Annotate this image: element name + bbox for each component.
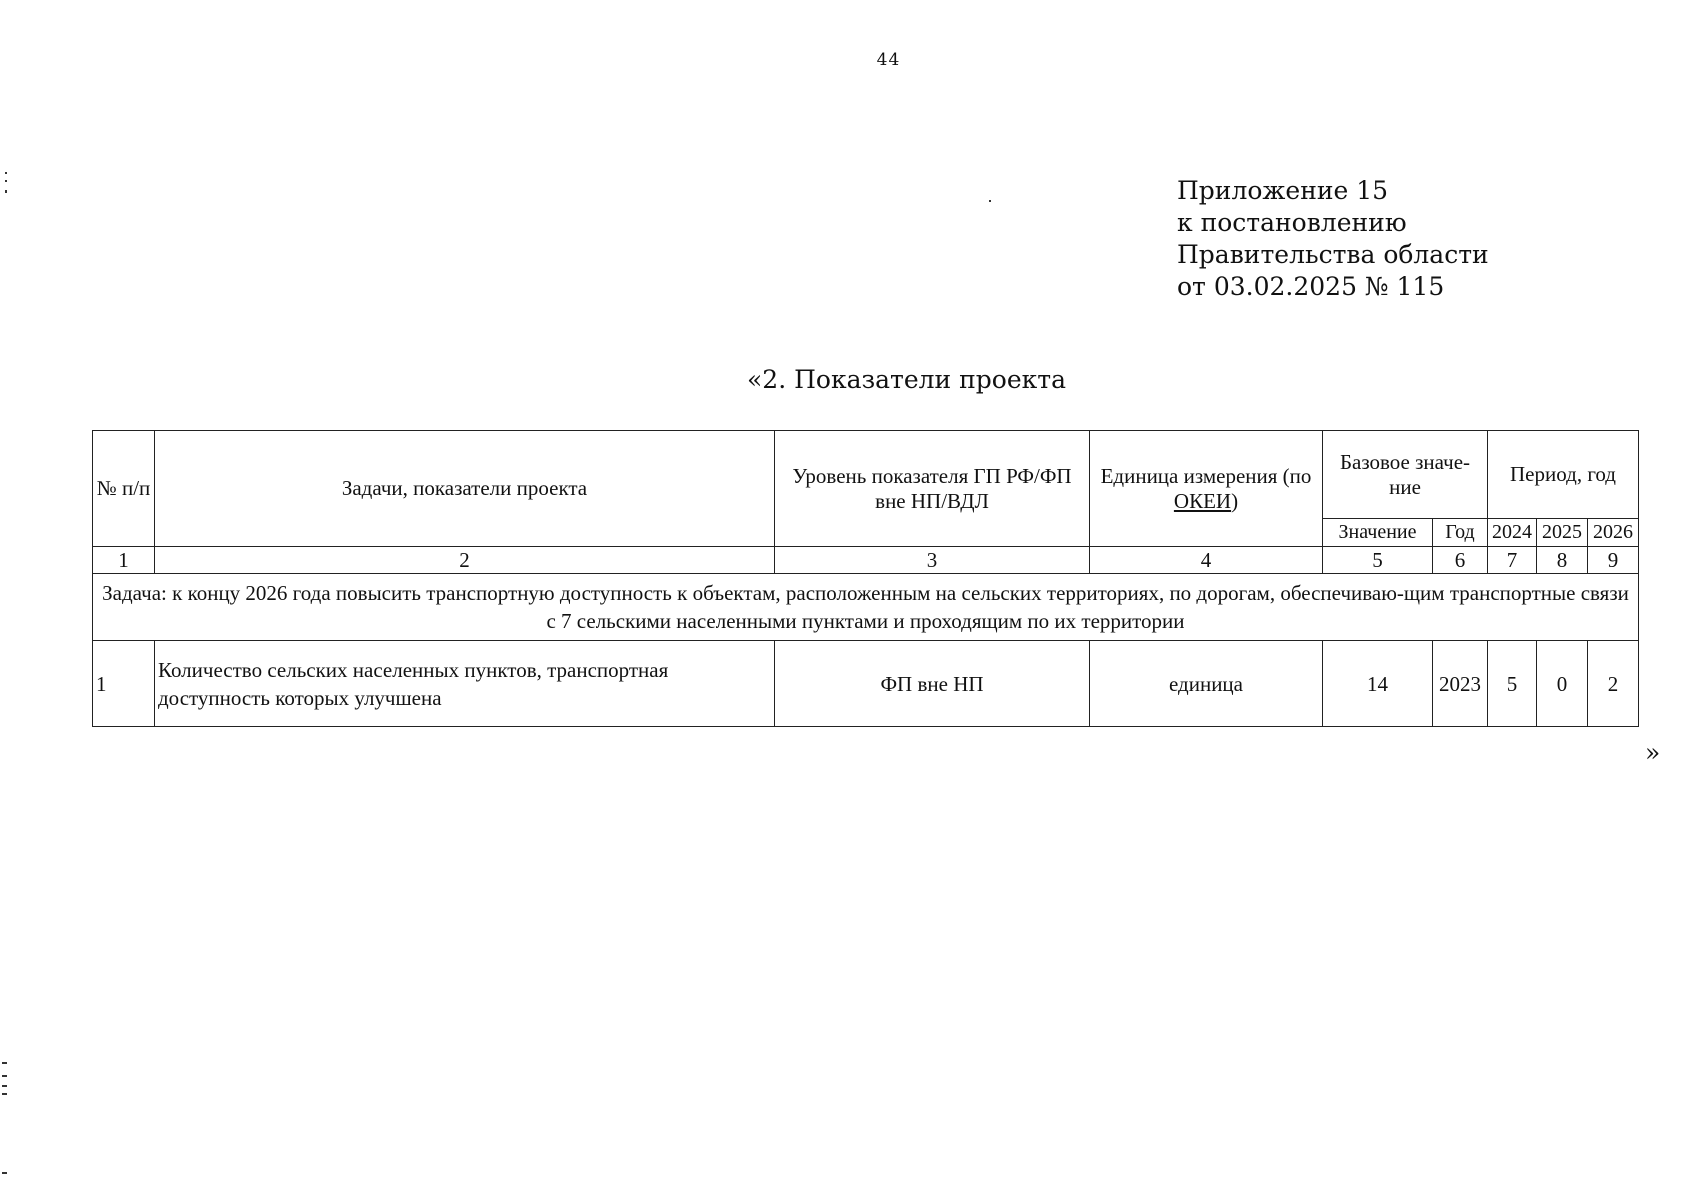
column-number: 9 <box>1588 547 1639 574</box>
column-number: 2 <box>155 547 775 574</box>
scan-mark <box>5 172 7 174</box>
indicators-table <box>92 430 1639 727</box>
scan-mark <box>2 1172 7 1174</box>
closing-quote: » <box>1645 738 1661 767</box>
header-unit-prefix: Единица измерения (по <box>1100 463 1312 488</box>
task-row <box>93 574 1639 641</box>
scan-mark <box>989 200 991 202</box>
scan-mark <box>2 1085 7 1087</box>
scan-mark <box>2 1075 7 1077</box>
row-2025: 0 <box>1537 641 1588 727</box>
header-base-value: Значение <box>1323 519 1433 547</box>
column-number: 1 <box>93 547 155 574</box>
appendix-header <box>1177 175 1489 303</box>
scan-mark <box>2 1093 7 1095</box>
header-2024: 2024 <box>1488 519 1537 547</box>
row-name: Количество сельских населенных пунктов, транспортная доступность которых улучшена <box>155 641 775 727</box>
row-num: 1 <box>93 641 155 727</box>
header-2026: 2026 <box>1588 519 1639 547</box>
column-number: 8 <box>1537 547 1588 574</box>
column-number: 3 <box>775 547 1090 574</box>
header-num: № п/п <box>93 431 155 547</box>
table-row <box>93 641 1639 727</box>
section-title: «2. Показатели проекта <box>747 365 1067 394</box>
header-tasks: Задачи, показатели проекта <box>155 431 775 547</box>
appendix-line: к постановлению <box>1177 208 1407 237</box>
task-text: Задача: к концу 2026 года повысить транспортную доступность к объектам, расположенным на сельских территориях, по дорогам, обеспечиваю-щим транспортные связи с 7 сельскими населенными пунктами и проходящим по их территории <box>93 574 1639 641</box>
row-base-value: 14 <box>1323 641 1433 727</box>
column-number-row <box>93 547 1639 574</box>
header-2025: 2025 <box>1537 519 1588 547</box>
row-base-year: 2023 <box>1433 641 1488 727</box>
header-row <box>93 431 1639 519</box>
scan-mark <box>5 190 7 193</box>
column-number: 4 <box>1090 547 1323 574</box>
row-2026: 2 <box>1588 641 1639 727</box>
header-level: Уровень показателя ГП РФ/ФП вне НП/ВДЛ <box>775 431 1090 547</box>
column-number: 5 <box>1323 547 1433 574</box>
okei-link: ОКЕИ <box>1173 488 1232 513</box>
header-unit <box>1090 431 1323 547</box>
row-2024: 5 <box>1488 641 1537 727</box>
row-level: ФП вне НП <box>775 641 1090 727</box>
header-base: Базовое значе-ние <box>1323 431 1488 519</box>
column-number: 6 <box>1433 547 1488 574</box>
scan-mark <box>2 1062 7 1064</box>
header-period: Период, год <box>1488 431 1639 519</box>
appendix-line: Правительства области <box>1177 240 1489 269</box>
header-unit-suffix: ) <box>1231 488 1239 513</box>
scan-mark <box>5 180 7 182</box>
page-number: 44 <box>876 50 901 70</box>
column-number: 7 <box>1488 547 1537 574</box>
row-unit: единица <box>1090 641 1323 727</box>
appendix-line: от 03.02.2025 № 115 <box>1177 272 1445 301</box>
header-base-year: Год <box>1433 519 1488 547</box>
appendix-line: Приложение 15 <box>1177 176 1389 205</box>
